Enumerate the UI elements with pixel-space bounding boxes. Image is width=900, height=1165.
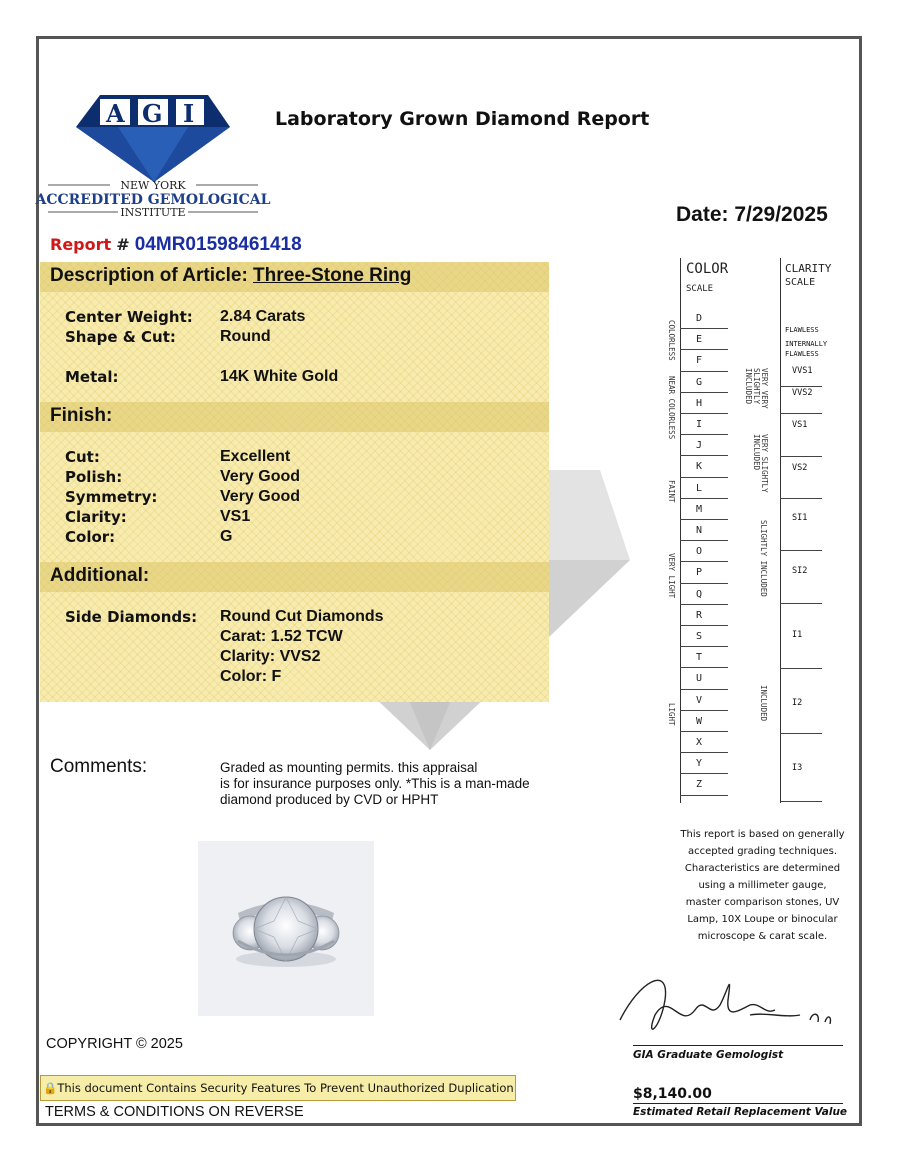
- color-grade-divider: [680, 646, 728, 647]
- side-diamonds-line-3: Clarity: VVS2: [220, 648, 321, 665]
- color-grade-divider: [680, 455, 728, 456]
- color-scale: [667, 258, 732, 803]
- logo-letter-g: G: [142, 99, 163, 128]
- clarity-grade-vvs1: VVS1: [792, 366, 813, 376]
- description-heading: Description of Article: Three-Stone Ring: [50, 265, 412, 286]
- color-grade-divider: [680, 667, 728, 668]
- logo-line1: NEW YORK: [120, 179, 186, 192]
- side-diamonds-label: Side Diamonds:: [65, 608, 198, 626]
- color-grade-g: G: [696, 376, 703, 388]
- logo-letter-i: I: [183, 99, 195, 128]
- retail-value-label: Estimated Retail Replacement Value: [633, 1106, 848, 1118]
- logo-letter-a: A: [106, 99, 125, 128]
- group-faint: FAINT: [667, 480, 676, 503]
- color-grade-divider: [680, 371, 728, 372]
- clarity-grade-vvs2: VVS2: [792, 388, 813, 398]
- center-weight-label: Center Weight:: [65, 308, 193, 326]
- clarity-grade-si2: SI2: [792, 566, 808, 576]
- article-type: Three-Stone Ring: [253, 265, 412, 286]
- comments-label: Comments:: [50, 756, 148, 777]
- clarity-grade-divider: [780, 456, 822, 457]
- color-grade-u: U: [696, 673, 703, 685]
- terms-notice: TERMS & CONDITIONS ON REVERSE: [45, 1104, 304, 1120]
- color-grade-divider: [680, 477, 728, 478]
- group-near-colorless: NEAR COLORLESS: [667, 376, 676, 440]
- description-band: [40, 262, 549, 292]
- color-grade-f: F: [696, 355, 703, 367]
- color-grade-divider: [680, 795, 728, 796]
- clarity-grade-divider: [780, 550, 822, 551]
- page-title: Laboratory Grown Diamond Report: [275, 108, 650, 130]
- color-grade-divider: [680, 689, 728, 690]
- comments-line-3: diamond produced by CVD or HPHT: [220, 792, 439, 807]
- details-panel: [40, 262, 549, 702]
- logo-line2: ACCREDITED GEMOLOGICAL: [35, 192, 271, 208]
- clarity-grade-si1: SI1: [792, 513, 808, 523]
- group-vvsi: VERY VERY SLIGHTLY INCLUDED: [744, 368, 769, 409]
- clarity-scale: [740, 258, 830, 803]
- color-grade-s: S: [696, 631, 703, 642]
- clarity-grade-divider: [780, 801, 822, 802]
- color-grade-n: N: [696, 525, 703, 536]
- clarity-grade-vs2: VS2: [792, 463, 808, 473]
- color-grade-l: L: [696, 482, 703, 494]
- color-grade-divider: [680, 583, 728, 584]
- color-grade-z: Z: [696, 779, 703, 791]
- clarity-grade-divider: [780, 413, 822, 414]
- clarity-grade-divider: [780, 668, 822, 669]
- clarity-label: Clarity:: [65, 508, 127, 526]
- color-grade-divider: [680, 540, 728, 541]
- color-grade-m: M: [696, 503, 703, 515]
- color-grade-divider: [680, 731, 728, 732]
- color-grade-x: X: [696, 737, 703, 748]
- comments-line-2: is for insurance purposes only. *This is a man-made: [220, 776, 530, 791]
- finish-band: [40, 402, 549, 432]
- color-grade-t: T: [696, 652, 703, 664]
- symmetry-value: Very Good: [220, 488, 301, 505]
- clarity-value: VS1: [220, 508, 251, 525]
- report-label: Report: [50, 235, 112, 254]
- clarity-grade-divider: [780, 603, 822, 604]
- clarity-grade-divider: [780, 733, 822, 734]
- security-notice: [40, 1075, 516, 1101]
- color-grade-w: W: [696, 715, 703, 727]
- additional-band: [40, 562, 549, 592]
- color-grade-divider: [680, 413, 728, 414]
- shape-cut-label: Shape & Cut:: [65, 328, 176, 346]
- group-vsi: VERY SLIGHTLY INCLUDED: [752, 434, 769, 493]
- side-diamonds-line-4: Color: F: [220, 668, 282, 685]
- group-very-light: VERY LIGHT: [667, 553, 676, 599]
- side-diamonds-line-2: Carat: 1.52 TCW: [220, 628, 343, 645]
- color-grade-j: J: [696, 440, 703, 452]
- color-grade-divider: [680, 710, 728, 711]
- clarity-grade-i1: I1: [792, 630, 803, 640]
- color-grade-y: Y: [696, 758, 703, 770]
- gemologist-signature: [600, 960, 845, 1045]
- clarity-grade-divider: [780, 386, 822, 387]
- color-grade-divider: [680, 519, 728, 520]
- center-weight-value: 2.84 Carats: [220, 308, 306, 325]
- color-grade-divider: [680, 773, 728, 774]
- metal-label: Metal:: [65, 368, 119, 386]
- color-grade-k: K: [696, 461, 703, 473]
- shape-cut-value: Round: [220, 328, 271, 345]
- clarity-internally: INTERNALLY: [785, 340, 828, 348]
- cut-label: Cut:: [65, 448, 100, 466]
- color-grade-r: R: [696, 609, 703, 621]
- color-grade-divider: [680, 561, 728, 562]
- color-grade-divider: [680, 498, 728, 499]
- report-hash: #: [116, 235, 130, 254]
- agi-logo: [35, 92, 271, 222]
- color-grade-e: E: [696, 334, 703, 346]
- report-date: Date: 7/29/2025: [676, 203, 828, 226]
- color-grade-h: H: [696, 397, 703, 409]
- color-scale-title: COLOR: [686, 261, 729, 277]
- polish-value: Very Good: [220, 468, 301, 485]
- color-scale-subtitle: SCALE: [686, 284, 714, 294]
- logo-line3: INSTITUTE: [120, 206, 186, 219]
- grading-notice: This report is based on generally accepted grading techniques. Characteristics are determined using a millimeter gauge, master comparison stones, UV Lamp, 10X Loupe or binocular microscope & carat scale.: [680, 829, 845, 942]
- group-light: LIGHT: [667, 703, 676, 726]
- security-text: This document Contains Security Features To Prevent Unauthorized Duplication: [57, 1081, 514, 1095]
- color-grade-divider: [680, 349, 728, 350]
- clarity-grade-vs1: VS1: [792, 420, 808, 430]
- color-grade-o: O: [696, 546, 703, 558]
- price-line: [633, 1103, 843, 1104]
- symmetry-label: Symmetry:: [65, 488, 158, 506]
- polish-label: Polish:: [65, 468, 123, 486]
- signature-line: [633, 1045, 843, 1046]
- additional-heading: Additional:: [50, 565, 150, 586]
- report-number-value: 04MR01598461418: [134, 234, 302, 255]
- clarity-scale-title: CLARITY: [785, 262, 832, 275]
- cut-value: Excellent: [220, 448, 291, 465]
- copyright: COPYRIGHT © 2025: [46, 1036, 183, 1052]
- color-value: G: [220, 528, 233, 545]
- clarity-scale-subtitle: SCALE: [785, 277, 816, 288]
- clarity-flawless: FLAWLESS: [785, 326, 819, 334]
- color-grade-i: I: [696, 419, 703, 430]
- comments-line-1: Graded as mounting permits. this appraisal: [220, 760, 478, 775]
- color-grade-d: D: [696, 313, 703, 324]
- ring-photo: [198, 841, 374, 1016]
- group-si: SLIGHTLY INCLUDED: [759, 520, 768, 597]
- comments-text: [220, 760, 565, 808]
- color-grade-divider: [680, 752, 728, 753]
- color-grade-v: V: [696, 694, 703, 706]
- color-grade-divider: [680, 328, 728, 329]
- group-included: INCLUDED: [759, 685, 768, 722]
- color-grade-divider: [680, 392, 728, 393]
- group-colorless: COLORLESS: [667, 320, 676, 361]
- retail-value: $8,140.00: [633, 1086, 712, 1102]
- clarity-grade-i3: I3: [792, 763, 803, 773]
- clarity-grade-i2: I2: [792, 698, 803, 708]
- color-grade-divider: [680, 625, 728, 626]
- clarity-internally-flawless: FLAWLESS: [785, 350, 819, 358]
- report-number: [50, 234, 302, 256]
- color-label: Color:: [65, 528, 116, 546]
- color-grade-p: P: [696, 567, 703, 579]
- color-grade-divider: [680, 434, 728, 435]
- color-grade-q: Q: [696, 588, 703, 600]
- lock-icon: 🔒: [43, 1081, 58, 1095]
- clarity-grade-divider: [780, 498, 822, 499]
- finish-heading: Finish:: [50, 405, 113, 426]
- gemologist-title: GIA Graduate Gemologist: [633, 1049, 784, 1061]
- metal-value: 14K White Gold: [220, 368, 339, 385]
- side-diamonds-line-1: Round Cut Diamonds: [220, 608, 384, 625]
- color-grade-divider: [680, 604, 728, 605]
